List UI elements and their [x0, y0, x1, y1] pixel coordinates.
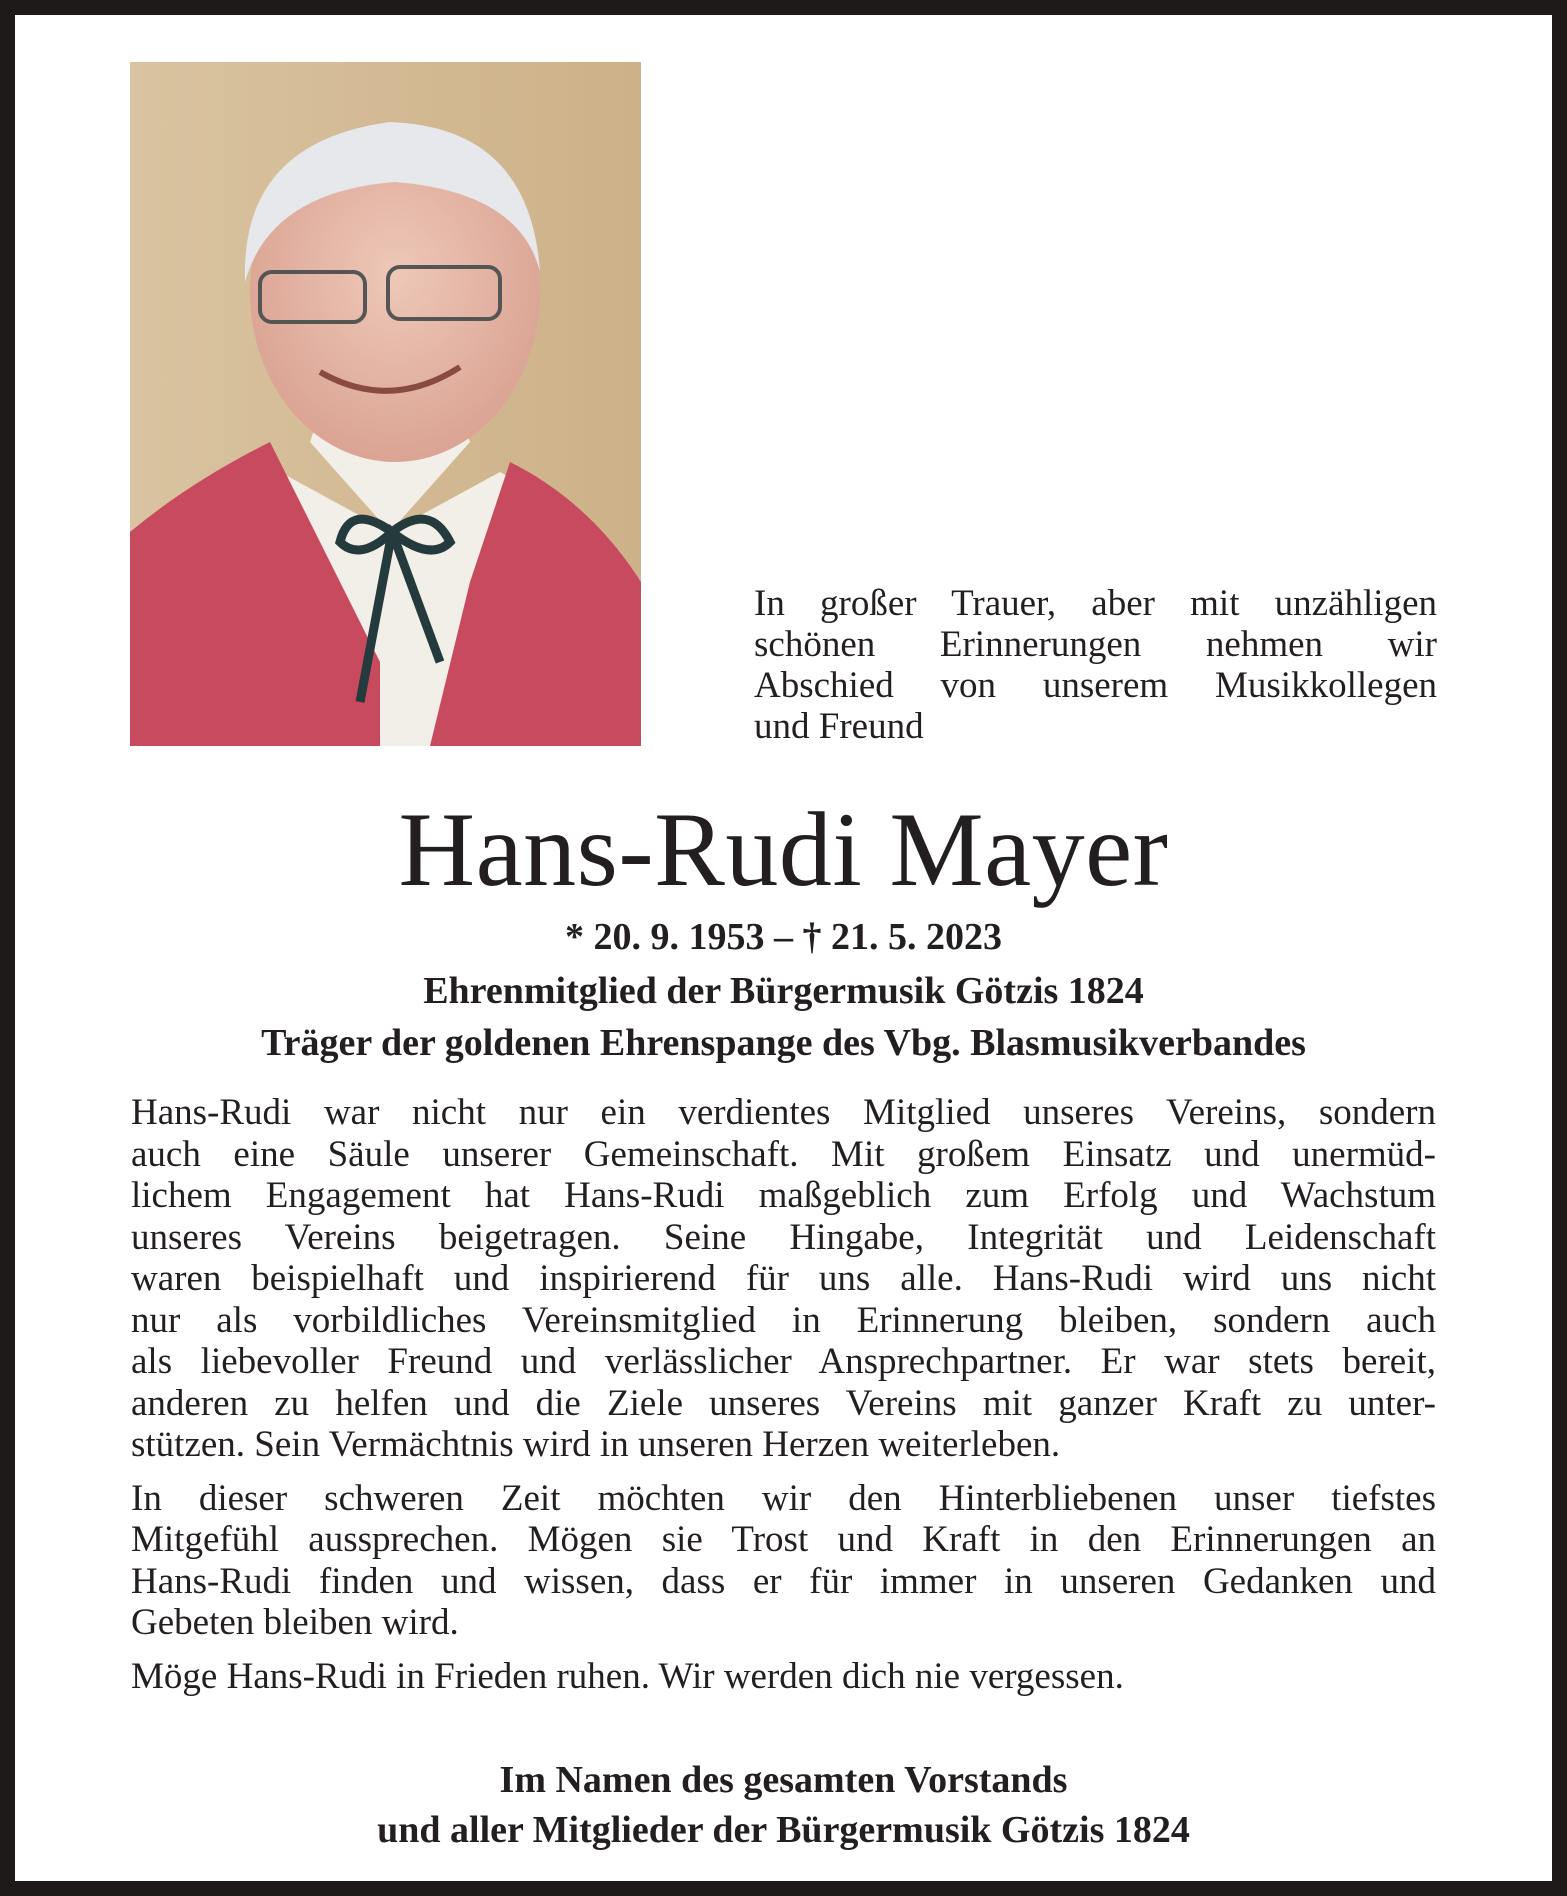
body-paragraph	[131, 1656, 1436, 1698]
body-line: nur als vorbildliches Vereinsmitglied in Erinnerung bleiben, sondern auch	[131, 1299, 1436, 1341]
deceased-name: Hans-Rudi Mayer	[398, 791, 1169, 908]
body-paragraph	[131, 1478, 1436, 1644]
obituary-notice	[15, 15, 1552, 1881]
intro-text	[754, 583, 1437, 747]
body-line: Hans-Rudi war nicht nur ein verdientes Mitglied unseres Vereins, sondern	[131, 1092, 1436, 1133]
body-line: In dieser schweren Zeit möchten wir den Hinterbliebenen unser tiefstes	[131, 1477, 1436, 1519]
body-line: waren beispielhaft und inspirierend für uns alle. Hans-Rudi wird uns nicht	[131, 1258, 1436, 1299]
signature-line-2: und aller Mitglieder der Bürgermusik Götzis 1824	[377, 1809, 1190, 1851]
body-line: auch eine Säule unserer Gemeinschaft. Mit großem Einsatz und unermüd-	[131, 1133, 1436, 1175]
signature	[15, 1755, 1552, 1855]
honor-line-1: Ehrenmitglied der Bürgermusik Götzis 1824	[423, 970, 1144, 1012]
intro-line: schönen Erinnerungen nehmen wir	[754, 624, 1437, 665]
body-line: stützen. Sein Vermächtnis wird in unseren Herzen weiterleben.	[131, 1424, 1061, 1465]
body-line: Möge Hans-Rudi in Frieden ruhen. Wir werden dich nie vergessen.	[131, 1655, 1124, 1697]
body-line: lichem Engagement hat Hans-Rudi maßgeblich zum Erfolg und Wachstum	[131, 1175, 1436, 1216]
intro-line: In großer Trauer, aber mit unzähligen	[754, 583, 1437, 624]
signature-line-1: Im Namen des gesamten Vorstands	[499, 1759, 1068, 1801]
portrait-photo	[130, 62, 641, 746]
life-dates: * 20. 9. 1953 – † 21. 5. 2023	[565, 916, 1002, 958]
honor-line-2: Träger der goldenen Ehrenspange des Vbg. Blasmusikverbandes	[261, 1022, 1306, 1064]
body-line: Hans-Rudi finden und wissen, dass er für immer in unseren Gedanken und	[131, 1560, 1436, 1602]
body-line: anderen zu helfen und die Ziele unseres Vereins mit ganzer Kraft zu unter-	[131, 1382, 1436, 1424]
body-paragraph	[131, 1092, 1436, 1466]
body-line: Gebeten bleiben wird.	[131, 1602, 459, 1643]
obituary-body	[131, 1092, 1436, 1709]
intro-line: und Freund	[754, 706, 924, 747]
body-line: als liebevoller Freund und verlässlicher Ansprechpartner. Er war stets bereit,	[131, 1341, 1436, 1382]
intro-line: Abschied von unserem Musikkollegen	[754, 665, 1437, 706]
body-line: unseres Vereins beigetragen. Seine Hingabe, Integrität und Leidenschaft	[131, 1216, 1436, 1258]
body-line: Mitgefühl aussprechen. Mögen sie Trost und Kraft in den Erinnerungen an	[131, 1519, 1436, 1560]
